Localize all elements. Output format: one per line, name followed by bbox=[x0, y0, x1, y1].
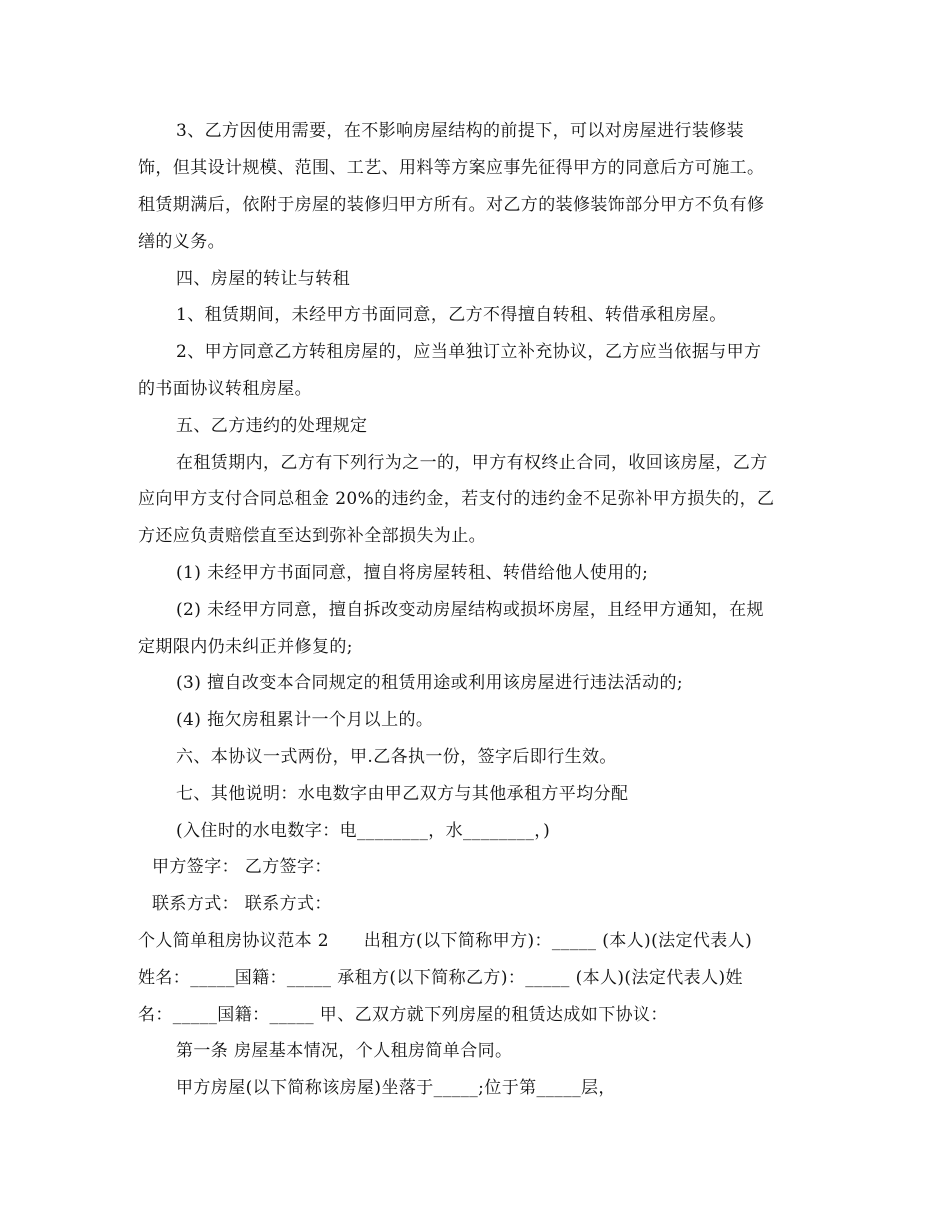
section-heading: 五、乙方违约的处理规定 bbox=[176, 416, 368, 436]
paragraph-line: 在租赁期内，乙方有下列行为之一的，甲方有权终止合同，收回该房屋，乙方 bbox=[176, 453, 768, 473]
section-heading: 七、其他说明：水电数字由甲乙双方与其他承租方平均分配 bbox=[176, 784, 629, 804]
section-heading: 六、本协议一式两份，甲.乙各执一份，签字后即行生效。 bbox=[176, 747, 617, 767]
paragraph-line: 3、乙方因使用需要，在不影响房屋结构的前提下，可以对房屋进行装修装 bbox=[176, 121, 745, 141]
paragraph-line: 个人简单租房协议范本 2 出租方(以下简称甲方)：_____ (本人)(法定代表人) bbox=[138, 931, 753, 951]
list-item: (3) 擅自改变本合同规定的租赁用途或利用该房屋进行违法活动的; bbox=[176, 673, 684, 693]
paragraph-line: 姓名：_____国籍：_____ 承租方(以下简称乙方)：_____ (本人)(法定代表人)姓 bbox=[138, 968, 743, 988]
paragraph-line: 1、租赁期间，未经甲方书面同意，乙方不得擅自转租、转借承租房屋。 bbox=[176, 305, 727, 325]
meter-readings-line: (入住时的水电数字：电________，水________，) bbox=[176, 821, 551, 841]
section-heading: 第一条 房屋基本情况，个人租房简单合同。 bbox=[176, 1041, 513, 1061]
list-item: (2) 未经甲方同意，擅自拆改变动房屋结构或损坏房屋，且经甲方通知，在规 bbox=[176, 600, 764, 620]
paragraph-line: 甲方房屋(以下简称该房屋)坐落于_____;位于第_____层， bbox=[176, 1078, 616, 1098]
contact-line: 联系方式： 联系方式： bbox=[152, 894, 332, 914]
paragraph-line: 方还应负责赔偿直至达到弥补全部损失为止。 bbox=[138, 526, 486, 546]
paragraph-line: 定期限内仍未纠正并修复的; bbox=[138, 637, 353, 657]
paragraph-line: 2、甲方同意乙方转租房屋的，应当单独订立补充协议，乙方应当依据与甲方 bbox=[176, 342, 762, 362]
paragraph-line: 的书面协议转租房屋。 bbox=[138, 379, 312, 399]
list-item: (4) 拖欠房租累计一个月以上的。 bbox=[176, 710, 434, 730]
paragraph-line: 名：_____国籍：_____ 甲、乙双方就下列房屋的租赁达成如下协议： bbox=[138, 1005, 668, 1025]
paragraph-line: 租赁期满后，依附于房屋的装修归甲方所有。对乙方的装修装饰部分甲方不负有修 bbox=[138, 195, 765, 215]
section-heading: 四、房屋的转让与转租 bbox=[176, 269, 350, 289]
list-item: (1) 未经甲方书面同意，擅自将房屋转租、转借给他人使用的; bbox=[176, 563, 649, 583]
paragraph-line: 饰，但其设计规模、范围、工艺、用料等方案应事先征得甲方的同意后方可施工。 bbox=[138, 158, 765, 178]
signature-line: 甲方签字： 乙方签字： bbox=[152, 857, 332, 877]
paragraph-line: 应向甲方支付合同总租金 20%的违约金，若支付的违约金不足弥补甲方损失的，乙 bbox=[138, 489, 775, 509]
paragraph-line: 缮的义务。 bbox=[138, 232, 225, 252]
